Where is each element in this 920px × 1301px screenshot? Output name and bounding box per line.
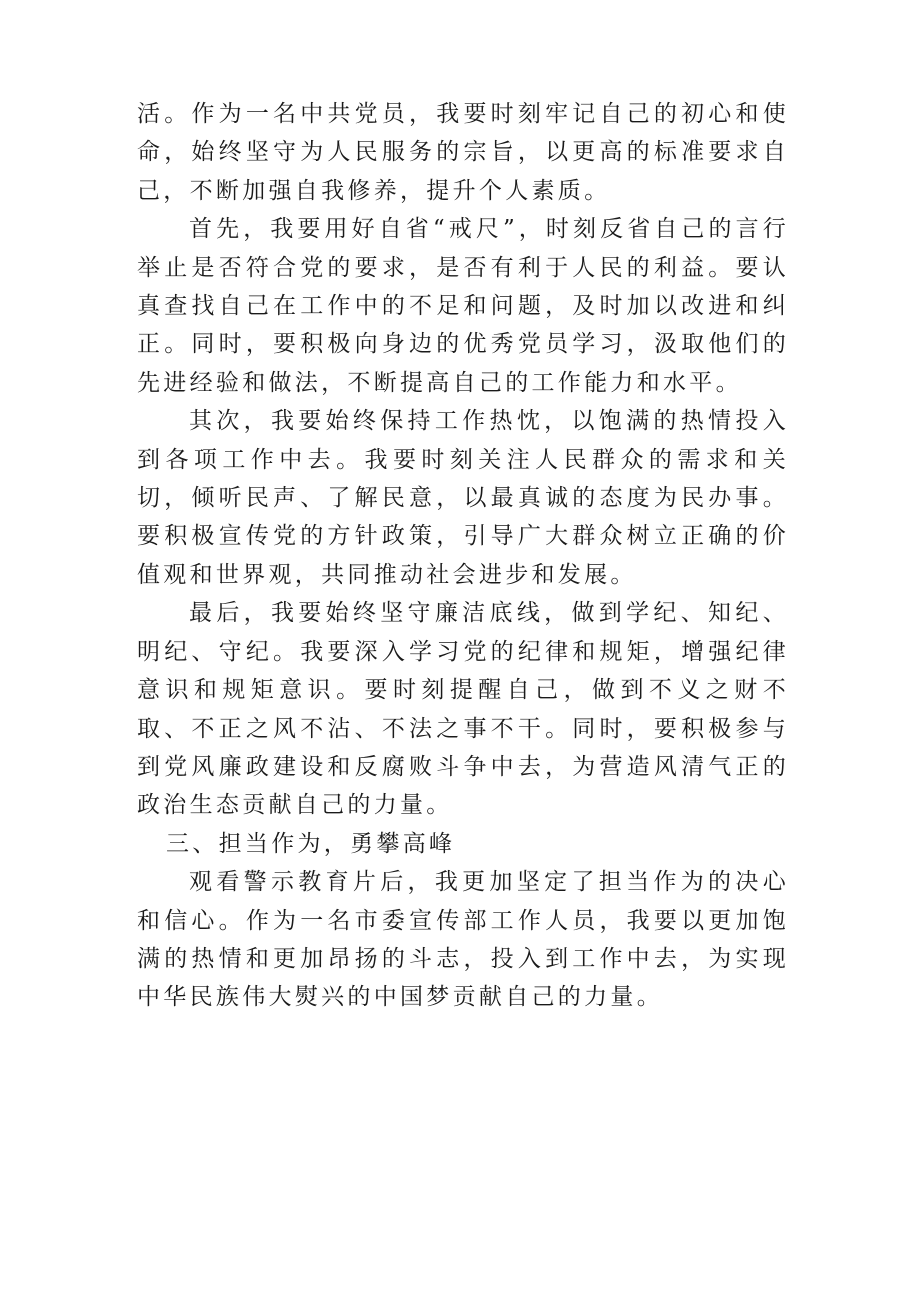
paragraph-closing: 观看警示教育片后，我更加坚定了担当作为的决心和信心。作为一名市委宣传部工作人员，我要以更加饱满的热情和更加昂扬的斗志，投入到工作中去，为实现中华民族伟大熨兴的中国梦贡献自己的力量。	[137, 869, 789, 1011]
document-body	[137, 95, 789, 1017]
paragraph-self-reflection: 首先，我要用好自省“戒尺”，时刻反省自己的言行举止是否符合党的要求，是否有利于人民的利益。要认真查找自己在工作中的不足和问题，及时加以改进和纠正。同时，要积极向身边的优秀党员学习，汲取他们的先进经验和做法，不断提高自己的工作能力和水平。	[137, 216, 789, 396]
paragraph-work-enthusiasm: 其次，我要始终保持工作热忱，以饱满的热情投入到各项工作中去。我要时刻关注人民群众的需求和关切，倾听民声、了解民意，以最真诚的态度为民办事。要积极宣传党的方针政策，引导广大群众树立正确的价值观和世界观，共同推动社会进步和发展。	[137, 408, 789, 588]
section-heading: 三、担当作为，勇攀高峰	[166, 830, 456, 857]
paragraph-continuation: 活。作为一名中共党员，我要时刻牢记自己的初心和使命，始终坚守为人民服务的宗旨，以更高的标准要求自己，不断加强自我修养，提升个人素质。	[137, 101, 789, 204]
paragraph-integrity: 最后，我要始终坚守廉洁底线，做到学纪、知纪、明纪、守纪。我要深入学习党的纪律和规矩，增强纪律意识和规矩意识。要时刻提醒自己，做到不义之财不取、不正之风不沾、不法之事不干。同时，要积极参与到党风廉政建设和反腐败斗争中去，为营造风清气正的政治生态贡献自己的力量。	[137, 600, 789, 819]
